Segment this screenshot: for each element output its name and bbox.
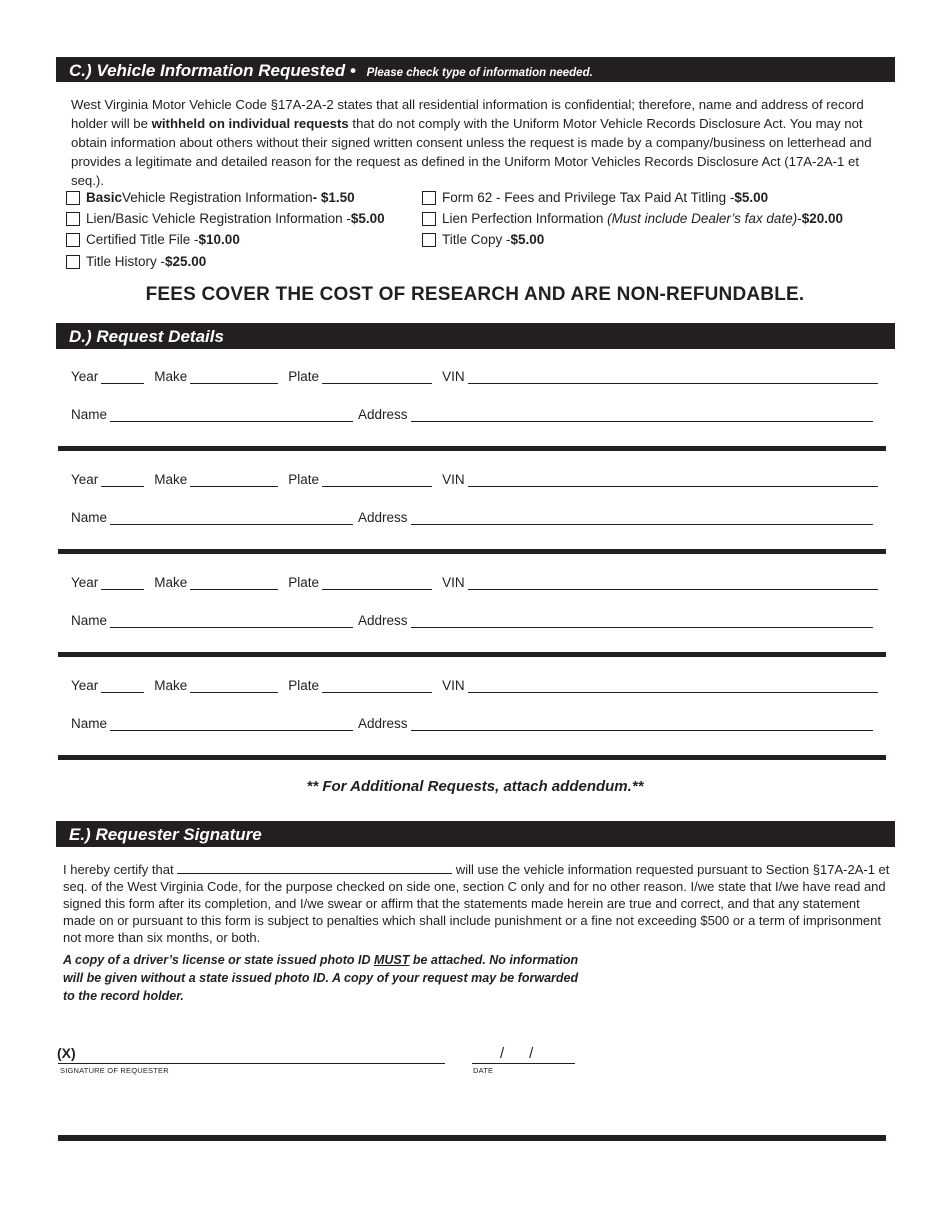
- address-field[interactable]: [411, 614, 873, 628]
- plate-field[interactable]: [322, 370, 432, 384]
- vin-label: VIN: [442, 678, 465, 693]
- plate-label: Plate: [288, 575, 320, 590]
- vehicle-row: [71, 575, 878, 590]
- section-c-header: [56, 57, 895, 82]
- plate-field[interactable]: [322, 576, 432, 590]
- address-field[interactable]: [411, 408, 873, 422]
- section-d-title: D.) Request Details: [69, 327, 224, 346]
- address-label: Address: [358, 510, 408, 525]
- block-separator: [58, 755, 886, 760]
- year-field[interactable]: [101, 473, 144, 487]
- year-field[interactable]: [101, 370, 144, 384]
- block-separator: [58, 549, 886, 554]
- checkbox-certified-title[interactable]: [66, 233, 80, 247]
- vin-label: VIN: [442, 369, 465, 384]
- vehicle-row: [71, 678, 878, 693]
- make-label: Make: [154, 369, 188, 384]
- vin-field[interactable]: [468, 370, 878, 384]
- year-label: Year: [71, 575, 99, 590]
- signature-mark: (X): [57, 1045, 76, 1061]
- vin-field[interactable]: [468, 473, 878, 487]
- year-field[interactable]: [101, 576, 144, 590]
- checkbox-lien-basic[interactable]: [66, 212, 80, 226]
- checkbox-basic[interactable]: [66, 191, 80, 205]
- section-c-title: C.) Vehicle Information Requested: [69, 61, 346, 80]
- address-label: Address: [358, 716, 408, 731]
- bullet: •: [349, 61, 356, 80]
- confidentiality-paragraph: West Virginia Motor Vehicle Code §17A-2A-2 states that all residential information is confidential; therefore, name and address of record holder will be withheld on individual requests that do not comply with the Uniform Motor Vehicle Records Disclosure Act. You may not obtain information about others without their signed written consent unless the request is made by a company/business on letterhead and provides a legitimate and detailed reason for the request as defined in the Uniform Motor Vehicles Records Disclosure Act (17A-2A-1 et seq.).: [71, 97, 872, 188]
- name-label: Name: [71, 510, 108, 525]
- make-label: Make: [154, 575, 188, 590]
- make-field[interactable]: [190, 473, 278, 487]
- must-underlined: MUST: [373, 953, 410, 967]
- plate-label: Plate: [288, 369, 320, 384]
- make-field[interactable]: [190, 679, 278, 693]
- address-field[interactable]: [411, 511, 873, 525]
- plate-label: Plate: [288, 472, 320, 487]
- option-basic[interactable]: Basic Vehicle Registration Information - $1.50: [66, 190, 355, 205]
- name-field[interactable]: [110, 717, 353, 731]
- signature-line[interactable]: [58, 1063, 445, 1064]
- checkbox-lien-perfection[interactable]: [422, 212, 436, 226]
- vin-label: VIN: [442, 472, 465, 487]
- name-label: Name: [71, 407, 108, 422]
- year-label: Year: [71, 678, 99, 693]
- vehicle-row: [71, 369, 878, 384]
- plate-field[interactable]: [322, 679, 432, 693]
- option-form-62[interactable]: Form 62 - Fees and Privilege Tax Paid At Titling - $5.00: [422, 190, 768, 205]
- withheld-bold: withheld on individual requests: [151, 116, 349, 131]
- block-separator: [58, 446, 886, 451]
- option-title-history[interactable]: Title History - $25.00: [66, 254, 206, 269]
- section-e-header: [56, 821, 895, 847]
- certification-paragraph: I hereby certify that will use the vehicle information requested pursuant to Section §17A-2A-1 et seq. of the West Virginia Code, for the purpose checked on side one, section C only and for no other reason. I/we state that I/we have read and signed this form after its completion, and I/we swear or affirm that the statements made herein are true and correct, and that any statement made on or pursuant to this form is subject to penalties which shall include punishment or a fine not exceeding $500 or a term of imprisonment not more than six months, or both.: [63, 862, 890, 945]
- name-field[interactable]: [110, 408, 353, 422]
- plate-label: Plate: [288, 678, 320, 693]
- plate-field[interactable]: [322, 473, 432, 487]
- owner-row: [71, 613, 873, 628]
- make-label: Make: [154, 678, 188, 693]
- make-field[interactable]: [190, 370, 278, 384]
- bottom-rule: [58, 1135, 886, 1141]
- owner-row: [71, 510, 873, 525]
- signature-label: SIGNATURE OF REQUESTER: [60, 1066, 169, 1075]
- checkbox-title-copy[interactable]: [422, 233, 436, 247]
- year-field[interactable]: [101, 679, 144, 693]
- vin-label: VIN: [442, 575, 465, 590]
- block-separator: [58, 652, 886, 657]
- option-lien-basic[interactable]: Lien/Basic Vehicle Registration Information - $5.00: [66, 211, 385, 226]
- owner-row: [71, 407, 873, 422]
- photo-id-notice: A copy of a driver’s license or state issued photo ID MUST be attached. No information will be given without a state issued photo ID. A copy of your request may be forwarded to the record holder.: [63, 953, 579, 1003]
- vehicle-row: [71, 472, 878, 487]
- address-field[interactable]: [411, 717, 873, 731]
- name-field[interactable]: [110, 614, 353, 628]
- vin-field[interactable]: [468, 679, 878, 693]
- option-lien-perfection[interactable]: Lien Perfection Information (Must include Dealer’s fax date) - $20.00: [422, 211, 843, 226]
- name-label: Name: [71, 716, 108, 731]
- date-label: DATE: [473, 1066, 494, 1075]
- owner-row: [71, 716, 873, 731]
- option-certified-title[interactable]: Certified Title File - $10.00: [66, 232, 240, 247]
- make-label: Make: [154, 472, 188, 487]
- date-line[interactable]: [472, 1063, 575, 1064]
- year-label: Year: [71, 472, 99, 487]
- addendum-note: ** For Additional Requests, attach addendum.**: [306, 778, 644, 795]
- year-label: Year: [71, 369, 99, 384]
- address-label: Address: [358, 407, 408, 422]
- name-field[interactable]: [110, 511, 353, 525]
- make-field[interactable]: [190, 576, 278, 590]
- section-c-subtitle: Please check type of information needed.: [366, 67, 593, 79]
- address-label: Address: [358, 613, 408, 628]
- option-title-copy[interactable]: Title Copy - $5.00: [422, 232, 544, 247]
- checkbox-title-history[interactable]: [66, 255, 80, 269]
- checkbox-form-62[interactable]: [422, 191, 436, 205]
- section-e-title: E.) Requester Signature: [69, 825, 262, 844]
- section-d-header: [56, 323, 895, 349]
- certifier-name-field[interactable]: [177, 862, 452, 874]
- name-label: Name: [71, 613, 108, 628]
- fees-notice: FEES COVER THE COST OF RESEARCH AND ARE NON-REFUNDABLE.: [145, 284, 805, 305]
- date-slashes: / /: [500, 1045, 534, 1062]
- vin-field[interactable]: [468, 576, 878, 590]
